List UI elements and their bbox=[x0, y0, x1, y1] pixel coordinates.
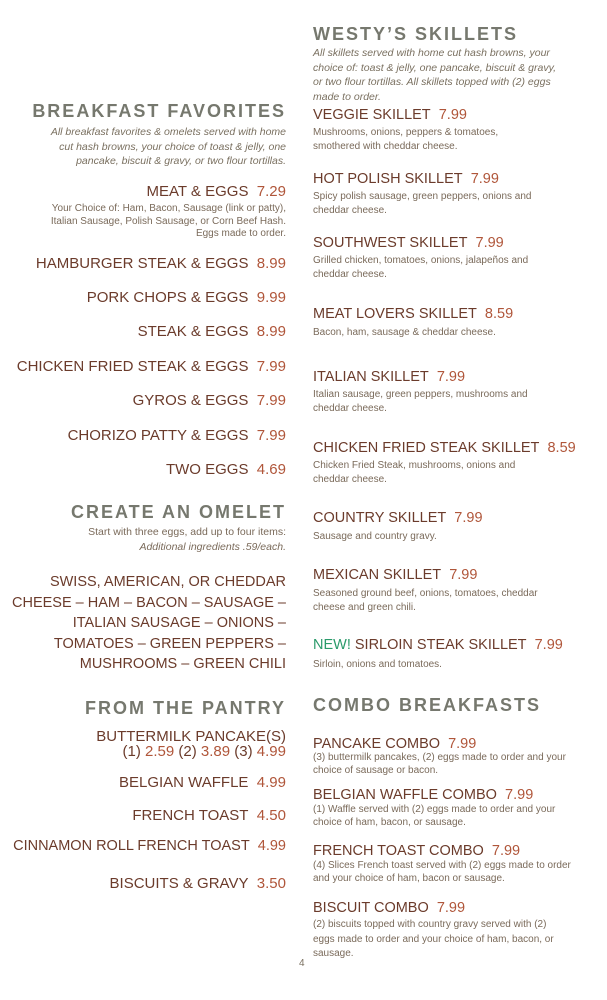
item-name: CINNAMON ROLL FRENCH TOAST bbox=[13, 838, 250, 854]
item-name: PANCAKE COMBO bbox=[313, 736, 441, 752]
item-price: 7.99 bbox=[505, 787, 534, 803]
item-name: ITALIAN SKILLET bbox=[313, 369, 429, 385]
create-omelet-title: CREATE AN OMELET bbox=[71, 502, 286, 522]
pancake-price-3: 4.99 bbox=[256, 743, 286, 760]
menu-item-mexican-skillet bbox=[313, 567, 477, 583]
pancake-qty-3: (3) bbox=[234, 743, 253, 760]
pancake-qty-2: (2) bbox=[178, 743, 197, 760]
item-price: 8.59 bbox=[484, 306, 514, 322]
item-price: 4.99 bbox=[256, 774, 286, 791]
item-price: 7.99 bbox=[256, 427, 286, 444]
chicken-fried-steak-skillet-description: Chicken Fried Steak, mushrooms, onions and cheddar cheese. bbox=[313, 460, 516, 485]
item-name: BISCUIT COMBO bbox=[313, 900, 429, 916]
menu-item-french-toast bbox=[132, 807, 286, 824]
item-name: HOT POLISH SKILLET bbox=[313, 171, 463, 187]
menu-item-cinnamon-roll-french-toast bbox=[13, 838, 286, 854]
item-name: BELGIAN WAFFLE bbox=[118, 774, 249, 791]
item-name: BELGIAN WAFFLE COMBO bbox=[313, 787, 497, 803]
item-name: VEGGIE SKILLET bbox=[313, 107, 431, 123]
omelet-ingredients: SWISS, AMERICAN, OR CHEDDAR CHEESE – HAM – BACON – SAUSAGE – ITALIAN SAUSAGE – ONIONS – TOMATOES – GREEN PEPPERS – MUSHROOMS – GREEN CHILI bbox=[12, 574, 286, 672]
item-price: 4.99 bbox=[257, 838, 286, 854]
item-name: CHORIZO PATTY & EGGS bbox=[67, 427, 249, 444]
menu-item-chicken-fried-steak-eggs bbox=[17, 358, 286, 375]
item-price: 7.99 bbox=[534, 637, 563, 653]
from-the-pantry-title: FROM THE PANTRY bbox=[85, 698, 286, 718]
item-name: GYROS & EGGS bbox=[132, 392, 249, 409]
menu-item-biscuit-combo bbox=[313, 900, 465, 916]
menu-item-belgian-waffle bbox=[119, 774, 286, 791]
item-price: 7.99 bbox=[491, 843, 521, 859]
italian-skillet-description: Italian sausage, green peppers, mushrooms and cheddar cheese. bbox=[313, 389, 528, 414]
item-name: MEXICAN SKILLET bbox=[313, 567, 442, 583]
item-price: 4.69 bbox=[256, 461, 286, 478]
item-price: 3.50 bbox=[256, 875, 286, 892]
southwest-skillet-description: Grilled chicken, tomatoes, onions, jalapeños and cheddar cheese. bbox=[313, 255, 529, 280]
item-price: 7.99 bbox=[475, 235, 504, 251]
item-price: 4.50 bbox=[256, 807, 286, 824]
mexican-skillet-description: Seasoned ground beef, onions, tomatoes, cheddar cheese and green chili. bbox=[313, 588, 538, 613]
item-name: FRENCH TOAST bbox=[132, 807, 249, 824]
item-price: 8.59 bbox=[547, 440, 576, 456]
item-price: 8.99 bbox=[256, 323, 286, 340]
french-toast-combo-description: (4) Slices French toast served with (2) eggs made to order and your choice of ham, bacon or sausage. bbox=[313, 860, 571, 884]
breakfast-favorites-title: BREAKFAST FAVORITES bbox=[32, 101, 286, 121]
item-price: 7.99 bbox=[256, 358, 286, 375]
menu-item-hot-polish-skillet bbox=[313, 171, 499, 187]
menu-item-steak-eggs bbox=[138, 323, 286, 340]
menu-item-southwest-skillet bbox=[313, 235, 504, 251]
menu-item-french-toast-combo bbox=[313, 843, 520, 859]
item-name: COUNTRY SKILLET bbox=[313, 510, 447, 526]
hot-polish-skillet-description: Spicy polish sausage, green peppers, onions and cheddar cheese. bbox=[313, 191, 532, 216]
menu-item-chicken-fried-steak-skillet bbox=[313, 440, 576, 456]
menu-item-sirloin-steak-skillet bbox=[313, 637, 563, 653]
menu-item-gyros-eggs bbox=[133, 392, 286, 409]
item-price: 7.99 bbox=[438, 107, 467, 123]
item-price: 7.99 bbox=[448, 736, 477, 752]
item-price: 7.99 bbox=[436, 900, 466, 916]
menu-item-two-eggs bbox=[166, 461, 286, 478]
item-price: 9.99 bbox=[256, 289, 286, 306]
meat-lovers-skillet-description: Bacon, ham, sausage & cheddar cheese. bbox=[313, 327, 496, 338]
item-name: MEAT & EGGS bbox=[146, 183, 249, 200]
item-name: PORK CHOPS & EGGS bbox=[86, 289, 249, 306]
menu-item-belgian-waffle-combo bbox=[313, 787, 533, 803]
menu-item-pancake-combo bbox=[313, 736, 476, 752]
meat-eggs-description: Your Choice of: Ham, Bacon, Sausage (link or patty), Italian Sausage, Polish Sausage, or Corn Beef Hash. Eggs made to order. bbox=[50, 203, 286, 239]
menu-item-chorizo-patty-eggs bbox=[68, 427, 286, 444]
combo-breakfasts-title: COMBO BREAKFASTS bbox=[313, 695, 542, 715]
item-name: FRENCH TOAST COMBO bbox=[313, 843, 484, 859]
sirloin-steak-skillet-description: Sirloin, onions and tomatoes. bbox=[313, 659, 442, 670]
item-name: BISCUITS & GRAVY bbox=[109, 875, 249, 892]
breakfast-favorites-description: All breakfast favorites & omelets served with home cut hash browns, your choice of toast & jelly, one pancake, biscuit & gravy, or two flour tortillas. bbox=[50, 126, 286, 167]
skillets-description: All skillets served with home cut hash browns, your choice of: toast & jelly, one pancake, biscuit & gravy, or two flour tortillas. All skillets topped with (2) eggs made to order. bbox=[313, 47, 556, 103]
item-name: TWO EGGS bbox=[165, 461, 249, 478]
omelet-line-1: Start with three eggs, add up to four items: bbox=[88, 526, 286, 538]
menu-item-hamburger-steak-eggs bbox=[36, 255, 286, 272]
item-price: 7.99 bbox=[454, 510, 483, 526]
item-price: 7.29 bbox=[256, 183, 286, 200]
veggie-skillet-description: Mushrooms, onions, peppers & tomatoes, smothered with cheddar cheese. bbox=[313, 127, 499, 152]
item-name: CHICKEN FRIED STEAK SKILLET bbox=[313, 440, 540, 456]
item-name: BUTTERMILK PANCAKE(S) bbox=[96, 728, 286, 745]
item-name: CHICKEN FRIED STEAK & EGGS bbox=[16, 358, 249, 375]
omelet-line-2: Additional ingredients .59/each. bbox=[139, 541, 286, 553]
country-skillet-description: Sausage and country gravy. bbox=[313, 531, 437, 542]
menu-item-meat-lovers-skillet bbox=[313, 306, 513, 322]
menu-item-country-skillet bbox=[313, 510, 483, 526]
omelet-instructions bbox=[16, 525, 286, 555]
pancake-options bbox=[96, 744, 286, 759]
menu-item-meat-eggs bbox=[146, 183, 286, 200]
item-name: STEAK & EGGS bbox=[137, 323, 249, 340]
belgian-waffle-combo-description: (1) Waffle served with (2) eggs made to order and your choice of ham, bacon, or sausage. bbox=[313, 804, 556, 828]
pancake-price-2: 3.89 bbox=[200, 743, 231, 760]
item-price: 7.99 bbox=[436, 369, 466, 385]
item-price: 7.99 bbox=[256, 392, 286, 409]
pancake-combo-description: (3) buttermilk pancakes, (2) eggs made to order and your choice of sausage or bacon. bbox=[313, 752, 566, 776]
item-name: SIRLOIN STEAK SKILLET bbox=[354, 637, 527, 653]
menu-item-italian-skillet bbox=[313, 369, 465, 385]
item-price: 7.99 bbox=[470, 171, 499, 187]
pancake-price-1: 2.59 bbox=[145, 743, 175, 760]
item-name: SOUTHWEST SKILLET bbox=[313, 235, 468, 251]
pancake-qty-1: (1) bbox=[122, 743, 141, 760]
item-name: MEAT LOVERS SKILLET bbox=[313, 306, 477, 322]
menu-item-biscuits-gravy bbox=[110, 875, 286, 892]
menu-item-pork-chops-eggs bbox=[87, 289, 286, 306]
biscuit-combo-description: (2) biscuits topped with country gravy served with (2) eggs made to order and your choice of ham, bacon, or sausage. bbox=[313, 919, 554, 959]
new-badge: NEW! bbox=[313, 637, 351, 653]
menu-item-buttermilk-pancakes bbox=[96, 729, 286, 759]
item-price: 8.99 bbox=[256, 255, 286, 272]
menu-item-veggie-skillet bbox=[313, 107, 467, 123]
westys-skillets-title: WESTY’S SKILLETS bbox=[313, 24, 519, 44]
item-price: 7.99 bbox=[449, 567, 478, 583]
item-name: HAMBURGER STEAK & EGGS bbox=[35, 255, 249, 272]
page-number: 4 bbox=[299, 958, 305, 969]
